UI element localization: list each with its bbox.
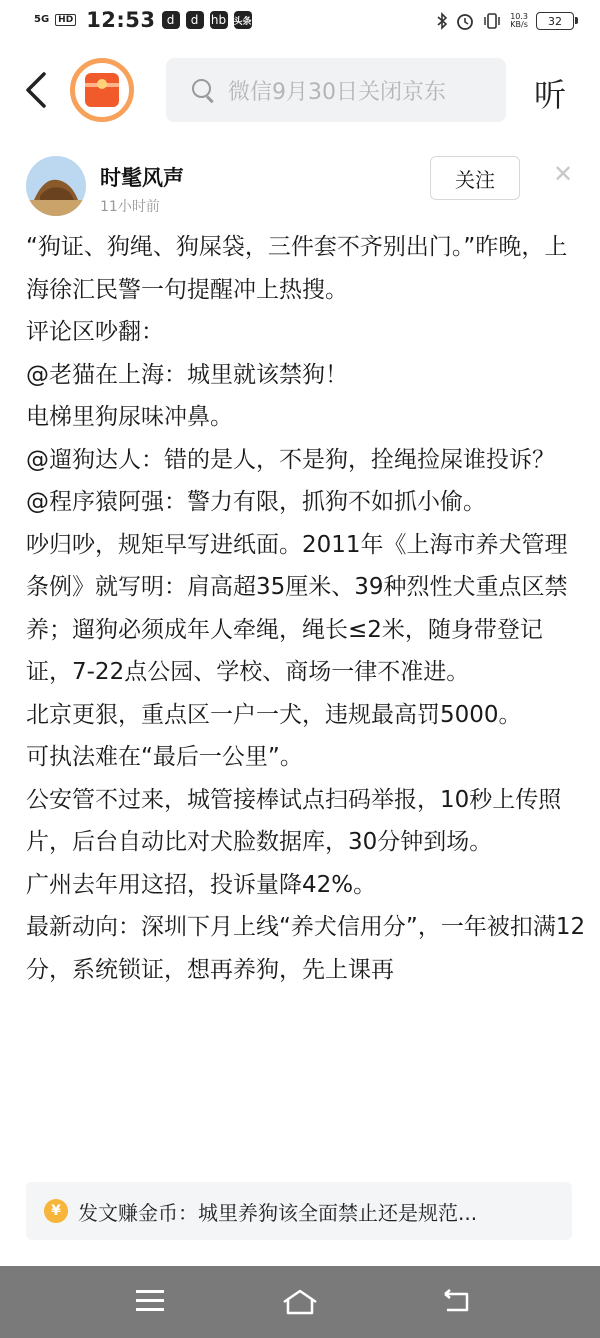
article-paragraph: @老猫在上海：城里就该禁狗！ xyxy=(26,361,348,388)
article-paragraph: 评论区吵翻： xyxy=(26,319,164,345)
net-speed xyxy=(510,13,528,29)
battery-level: 32 xyxy=(548,14,562,28)
menu-icon[interactable] xyxy=(136,1290,164,1312)
article-paragraph: 广州去年用这招，投诉量降42%。 xyxy=(26,871,377,898)
search-input[interactable] xyxy=(166,58,506,122)
avatar[interactable] xyxy=(26,156,86,216)
back-icon[interactable] xyxy=(441,1288,471,1314)
back-button[interactable] xyxy=(22,70,58,110)
home-icon[interactable] xyxy=(281,1288,319,1316)
close-icon[interactable]: ✕ xyxy=(553,160,574,188)
author-row xyxy=(0,150,600,220)
battery-icon xyxy=(536,12,574,30)
toutiao-icon: 头条 xyxy=(234,11,252,29)
follow-button[interactable]: 关注 xyxy=(430,156,520,200)
system-nav-bar xyxy=(0,1266,600,1338)
search-placeholder: 微信9月30日关闭京东 xyxy=(228,79,446,105)
status-right xyxy=(436,12,574,30)
hd-indicator: HD xyxy=(55,14,76,26)
chevron-left-icon xyxy=(22,70,52,110)
article-paragraph: 北京更狠，重点区一户一犬，违规最高罚5000。 xyxy=(26,701,522,728)
article-paragraph: 电梯里狗尿味冲鼻。 xyxy=(26,404,233,430)
article-paragraph: 最新动向：深圳下月上线“养犬信用分”，一年被扣满12分，系统锁证，想再养狗，先上课再 xyxy=(26,914,586,983)
article-paragraph: 可执法难在“最后一公里”。 xyxy=(26,744,303,770)
post-time: 11小时前 xyxy=(100,199,160,215)
clock: 12:53 xyxy=(86,8,156,32)
article-paragraph: @遛狗达人：错的是人，不是狗，拴绳捡屎谁投诉？ xyxy=(26,446,555,473)
search-icon xyxy=(192,79,214,101)
red-packet-icon xyxy=(85,73,119,107)
article-paragraph: “狗证、狗绳、狗屎袋，三件套不齐别出门。”昨晚，上海徐汇民警一句提醒冲上热搜。 xyxy=(26,234,568,303)
app-icon: hb xyxy=(210,13,227,27)
douyin-icon: d xyxy=(162,11,180,29)
vibrate-icon xyxy=(482,12,502,30)
listen-button[interactable]: 听 xyxy=(534,76,567,114)
article-body xyxy=(26,226,586,1166)
alarm-icon xyxy=(456,12,474,30)
status-bar xyxy=(0,0,600,44)
author-name[interactable]: 时髦风声 xyxy=(100,166,184,190)
article-paragraph: 公安管不过来，城管接棒试点扫码举报，10秒上传照片，后台自动比对犬脸数据库，30分钟到场。 xyxy=(26,786,562,855)
bluetooth-icon xyxy=(436,12,448,30)
douyin-icon: d xyxy=(186,11,204,29)
article-paragraph: @程序猿阿强：警力有限，抓狗不如抓小偷。 xyxy=(26,489,486,515)
article-paragraph: 吵归吵，规矩早写进纸面。2011年《上海市养犬管理条例》就写明：肩高超35厘米、39种烈性犬重点区禁养；遛狗必须成年人牵绳，绳长≤2米，随身带登记证，7-22点公园、学校、商场一律不准进。 xyxy=(26,531,568,685)
network-indicator: 5G xyxy=(34,14,50,25)
promo-bar[interactable] xyxy=(26,1182,572,1240)
coin-icon: ¥ xyxy=(44,1199,68,1223)
avatar-image xyxy=(26,156,86,216)
red-packet-button[interactable] xyxy=(70,58,134,122)
net-speed-unit: KB/s xyxy=(510,20,528,29)
top-nav xyxy=(0,52,600,132)
status-left xyxy=(34,8,252,32)
promo-text: 发文赚金币：城里养狗该全面禁止还是规范... xyxy=(78,1200,478,1225)
net-speed-value: 10.3 xyxy=(510,12,528,21)
